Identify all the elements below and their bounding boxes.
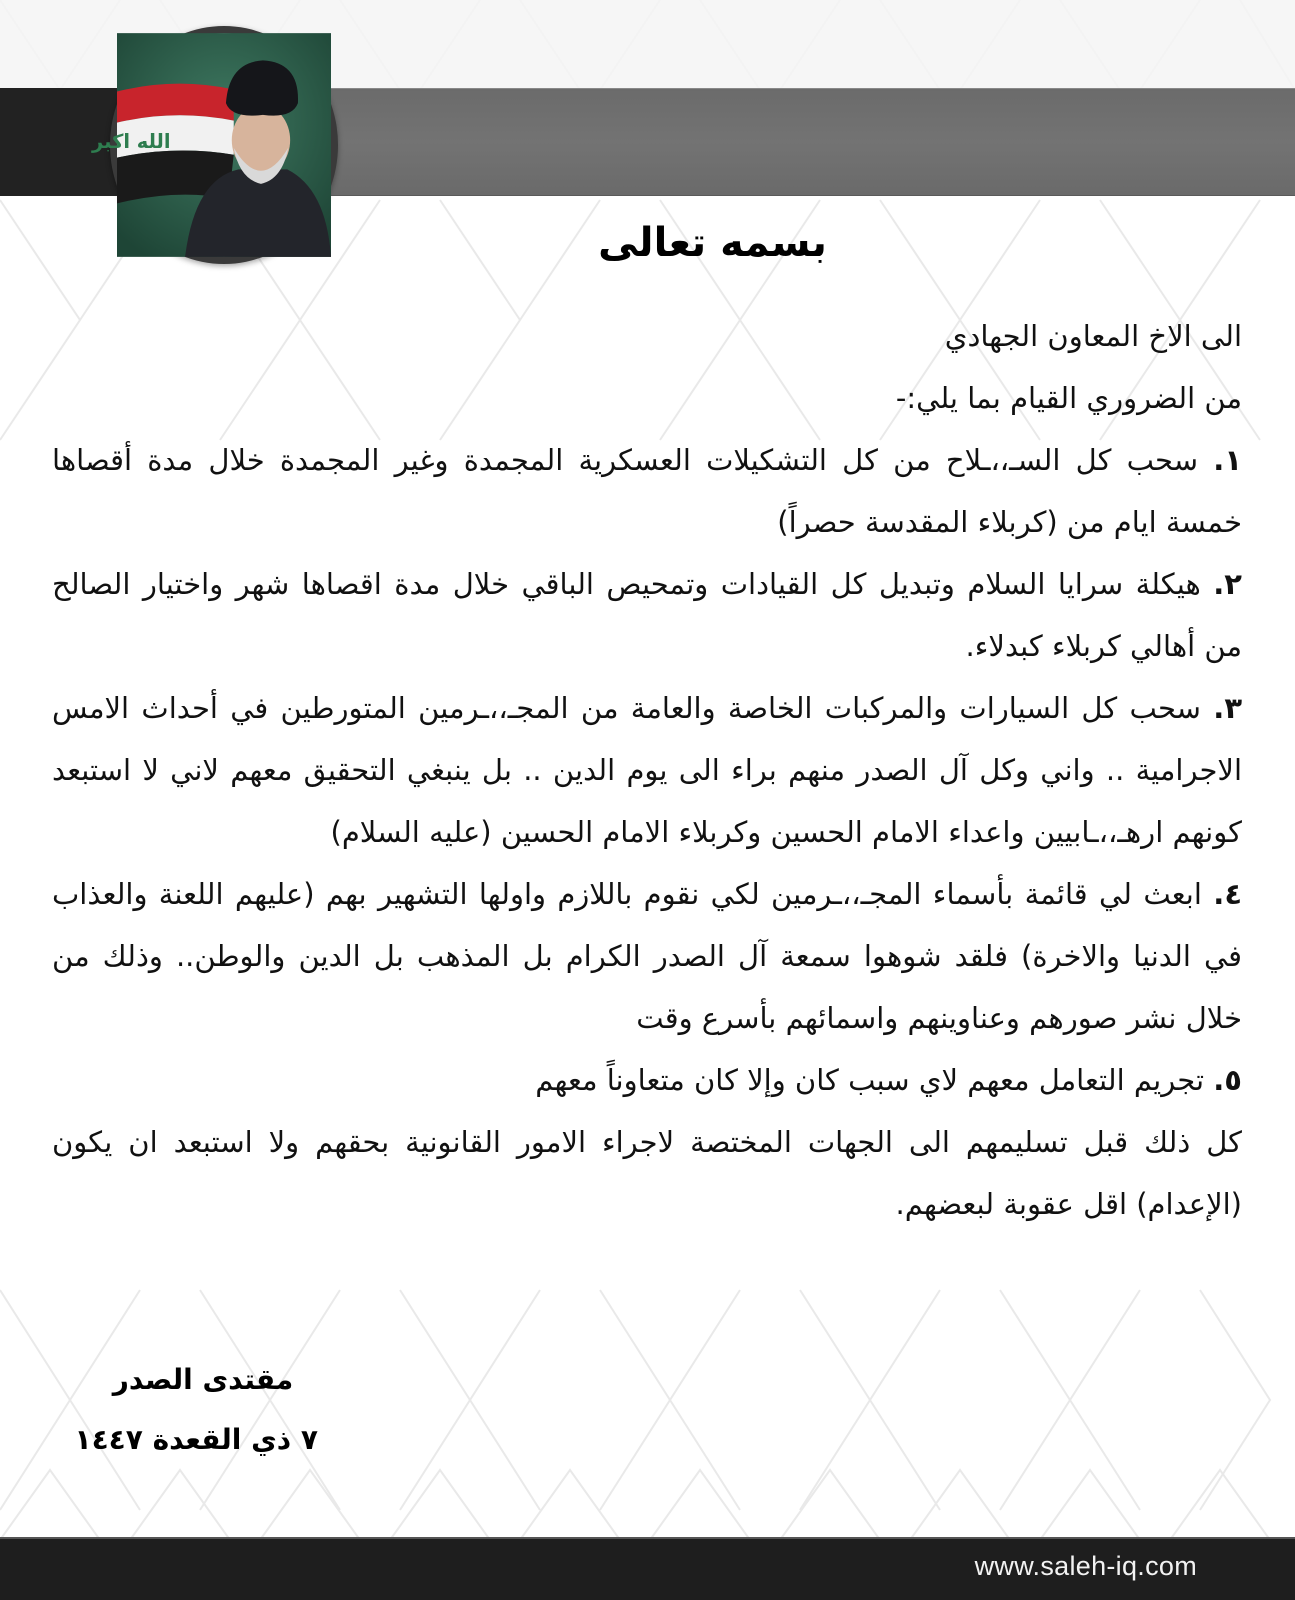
list-item-1 <box>52 429 1242 553</box>
item-number: ٣. <box>1213 691 1243 725</box>
item-text: هيكلة سرايا السلام وتبديل كل القيادات وتمحيص الباقي خلال مدة اقصاها شهر واختيار الصالح من أهالي كربلاء كبدلاء. <box>52 567 1242 663</box>
list-item-3 <box>52 677 1242 863</box>
item-text: تجريم التعامل معهم لاي سبب كان وإلا كان متعاوناً معهم <box>535 1063 1205 1097</box>
item-number: ٥. <box>1213 1063 1242 1097</box>
item-text: سحب كل السـ،،ـلاح من كل التشكيلات العسكرية المجمدة وغير المجمدة خلال مدة أقصاها خمسة ايام من (كربلاء المقدسة حصراً) <box>52 443 1242 539</box>
list-item-5 <box>52 1049 1242 1111</box>
item-number: ٤. <box>1213 877 1243 911</box>
letter-body <box>52 305 1242 1235</box>
list-item-2 <box>52 553 1242 677</box>
list-item-4 <box>52 863 1242 1049</box>
svg-text:الله اكبر: الله اكبر <box>92 129 171 153</box>
item-number: ٢. <box>1213 567 1242 601</box>
signature-date: ٧ ذي القعدة ١٤٤٧ <box>74 1423 318 1456</box>
item-text: سحب كل السيارات والمركبات الخاصة والعامة من المجـ،،ـرمين المتورطين في أحداث الامس الاجرامية .. واني وكل آل الصدر منهم براء الى يوم الدين .. بل ينبغي التحقيق معهم لاني لا استبعد كونهم ارهـ،،ـابيين واعداء الامام الحسين وكربلاء الامام الحسين (عليه السلام) <box>52 691 1242 849</box>
website-link[interactable]: www.saleh-iq.com <box>974 1551 1197 1581</box>
item-number: ١. <box>1213 443 1243 477</box>
intro-line: من الضروري القيام بما يلي:- <box>895 381 1242 415</box>
closing-paragraph: كل ذلك قبل تسليمهم الى الجهات المختصة لاجراء الامور القانونية بحقهم ولا استبعد ان يكون (الإعدام) اقل عقوبة لبعضهم. <box>52 1125 1242 1221</box>
salutation: الى الاخ المعاون الجهادي <box>944 319 1242 353</box>
signatory-name: مقتدى الصدر <box>112 1363 294 1396</box>
item-text: ابعث لي قائمة بأسماء المجـ،،ـرمين لكي نقوم باللازم واولها التشهير بهم (عليهم اللعنة والعذاب في الدنيا والاخرة) فلقد شوهوا سمعة آل الصدر الكرام بل المذهب بل الدين والوطن.. وذلك من خلال نشر صورهم وعناوينهم واسمائهم بأسرع وقت <box>52 877 1242 1035</box>
footer-bar <box>0 1537 1295 1600</box>
signature-block <box>48 1350 318 1470</box>
page-title: بسمه تعالى <box>598 220 827 266</box>
